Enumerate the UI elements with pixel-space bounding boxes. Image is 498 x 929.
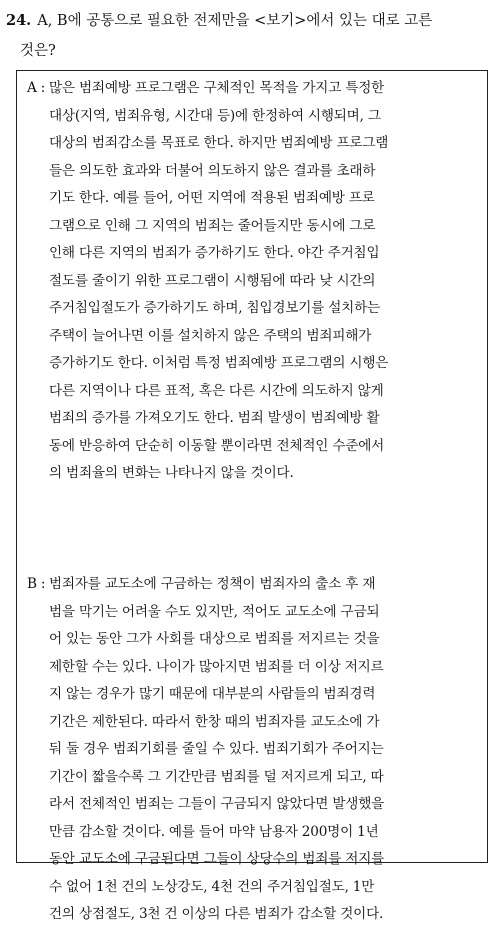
passage-b-line: 기간은 제한된다. 따라서 한창 때의 범죄자를 교도소에 가 [49, 713, 380, 730]
passage-a-line: 범죄의 증가를 가져오기도 한다. 범죄 발생이 범죄예방 활 [49, 410, 380, 426]
passage-b-line: 동안 교도소에 구금된다면 그들이 상당수의 범죄를 저지를 [49, 851, 385, 867]
passage-b-line: 범을 막기는 어려울 수도 있지만, 적어도 교도소에 구금되 [49, 603, 380, 620]
question-text-2: 것은? [20, 43, 56, 59]
passage-b-line: 수 없어 1천 건의 노상강도, 4천 건의 주거침입절도, 1만 [49, 878, 375, 895]
passage-b-line: B : 범죄자를 교도소에 구금하는 정책이 범죄자의 출소 후 재 [27, 571, 481, 599]
passage-a-line: 기도 한다. 예를 들어, 어떤 지역에 적용된 범죄예방 프로 [49, 190, 375, 206]
question-text-1: A, B에 공통으로 필요한 전제만을 <보기>에서 있는 대로 고른 [37, 13, 433, 29]
passage-a-line: 증가하기도 한다. 이처럼 특정 범죄예방 프로그램의 시행은 [49, 355, 389, 371]
passage-a-line: 대상의 범죄감소를 목표로 한다. 하지만 범죄예방 프로그램 [49, 135, 389, 151]
passage-a-line: 절도를 줄이기 위한 프로그램이 시행됨에 따라 낮 시간의 [49, 272, 376, 289]
passage-box [16, 70, 488, 922]
question-number: 24. [6, 12, 32, 29]
passage-b-line: 제한할 수는 있다. 나이가 많아지면 범죄를 더 이상 저지르 [49, 658, 384, 675]
passage-a-line: 인해 다른 지역의 범죄가 증가하기도 한다. 야간 주거침입 [49, 245, 380, 261]
passage-a-line: A : 많은 범죄예방 프로그램은 구체적인 목적을 가지고 특정한 [27, 75, 481, 103]
passage-a [27, 75, 481, 488]
passage-a-line: 그램으로 인해 그 지역의 범죄는 줄어들지만 동시에 그로 [49, 217, 376, 234]
passage-a-line: 동에 반응하여 단순히 이동할 뿐이라면 전체적인 수준에서 [49, 437, 385, 454]
question-line-1 [6, 6, 492, 36]
passage-b-line: 지 않는 경우가 많기 때문에 대부분의 사람들의 범죄경력 [49, 686, 376, 702]
passage-a-line: 다른 지역이나 다른 표적, 혹은 다른 시간에 의도하지 않게 [49, 382, 384, 399]
passage-b-line: 라서 전체적인 범죄는 그들이 구금되지 않았다면 발생했을 [49, 796, 385, 812]
passage-a-line: 들은 의도한 효과와 더불어 의도하지 않은 결과를 초래하 [49, 162, 376, 179]
passage-a-line: 주택이 늘어나면 이를 설치하지 않은 주택의 범죄피해가 [49, 327, 372, 344]
passage-a-line: 주거침입절도가 증가하기도 하며, 침입경보기를 설치하는 [49, 300, 380, 316]
passage-b-line: 둬 둘 경우 범죄기회를 줄일 수 있다. 범죄기회가 주어지는 [49, 741, 384, 757]
passage-b-label: B : [27, 576, 46, 592]
passage-b-line: 어 있는 동안 그가 사회를 대상으로 범죄를 저지르는 것을 [49, 631, 380, 647]
passage-a-line: 의 범죄율의 변화는 나타나지 않을 것이다. [49, 465, 294, 481]
passage-b-line: 기간이 짧을수록 그 기간만큼 범죄를 덜 저지르게 되고, 따 [49, 768, 384, 785]
passage-a-line: 대상(지역, 범죄유형, 시간대 등)에 한정하여 시행되며, 그 [49, 107, 381, 124]
passage-a-label: A : [27, 80, 46, 96]
passage-b-line: 건의 상점절도, 3천 건 이상의 다른 범죄가 감소할 것이다. [49, 906, 384, 922]
passage-b [27, 571, 481, 929]
passage-b-line: 만큼 감소할 것이다. 예를 들어 마약 남용자 200명이 1년 [49, 823, 379, 840]
question-stem [6, 6, 492, 66]
